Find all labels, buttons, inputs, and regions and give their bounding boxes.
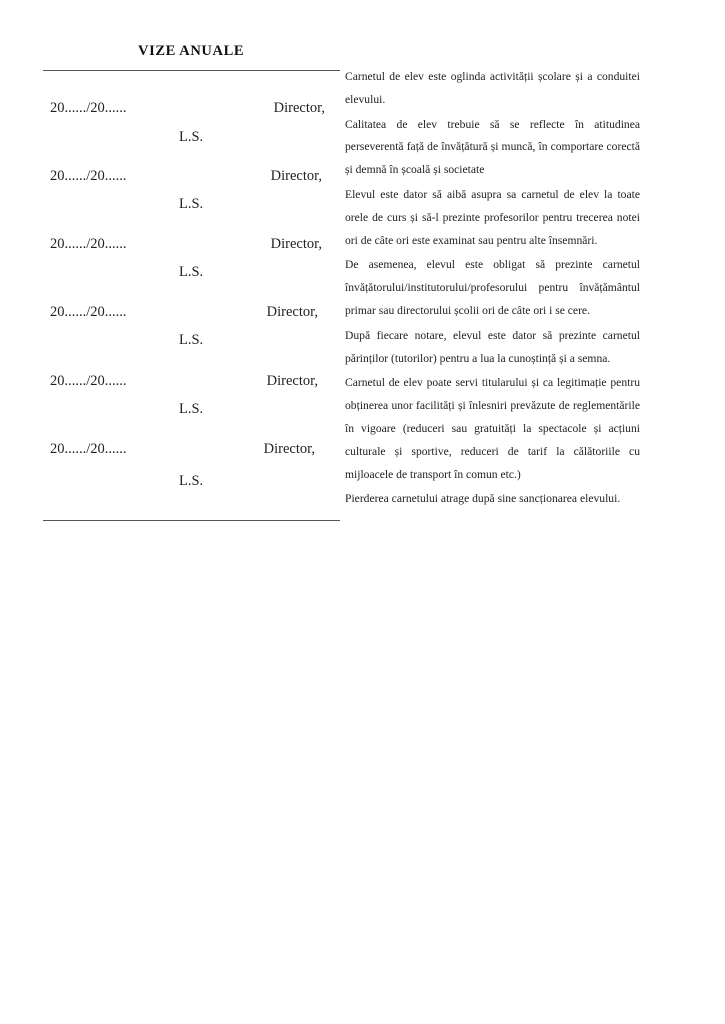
director-2: Director, — [270, 168, 322, 184]
period-3: 20....../20...... — [50, 236, 127, 252]
top-divider — [43, 70, 340, 71]
rules-text — [345, 66, 640, 511]
bottom-divider — [43, 520, 340, 521]
rule-paragraph: Calitatea de elev trebuie să se reflecte în atitudinea perseverentă față de învățătură și muncă, în comportare corectă și demnă în școală și societate — [345, 117, 640, 177]
annual-visas-section — [43, 0, 340, 530]
ls-4: L.S. — [179, 332, 204, 348]
period-6: 20....../20...... — [50, 441, 127, 457]
rule-paragraph: Pierderea carnetului atrage după sine sancționarea elevului. — [345, 492, 621, 506]
period-5: 20....../20...... — [50, 373, 127, 389]
ls-5: L.S. — [179, 401, 204, 417]
period-2: 20....../20...... — [50, 168, 127, 184]
rule-paragraph: Elevul este dator să aibă asupra sa carnetul de elev la toate orele de curs și să-l prezinte profesorilor pentru trecerea notei ori de câte ori este examinat sau pentru alte însemnări. — [345, 187, 640, 247]
director-4: Director, — [266, 304, 318, 320]
ls-2: L.S. — [179, 196, 204, 212]
section-title: VIZE ANUALE — [138, 43, 245, 59]
rule-paragraph: Carnetul de elev este oglinda activității școlare și a conduitei elevului. — [345, 70, 640, 106]
period-4: 20....../20...... — [50, 304, 127, 320]
rule-paragraph: De asemenea, elevul este obligat să prezinte carnetul învățătorului/institutorului/profesorului pentru învățământul primar sau directorului școlii ori de câte ori i se cere. — [345, 258, 640, 317]
director-1: Director, — [273, 100, 325, 116]
ls-3: L.S. — [179, 264, 204, 280]
director-5: Director, — [266, 373, 318, 389]
rule-paragraph: Carnetul de elev poate servi titularului și ca legitimație pentru obținerea unor facilități și înlesniri prevăzute de reglementările în vigoare (reduceri sau gratuități la spectacole și acțiuni culturale și sportive, reduceri de tarif la călătoriile cu mijloacele de transport în comun etc.) — [345, 376, 640, 481]
director-6: Director, — [263, 441, 315, 457]
ls-1: L.S. — [179, 129, 204, 145]
director-3: Director, — [270, 236, 322, 252]
rule-paragraph: După fiecare notare, elevul este dator să prezinte carnetul părinților (tutorilor) pentru a lua la cunoștință și a semna. — [345, 328, 640, 365]
period-1: 20....../20...... — [50, 100, 127, 116]
ls-6: L.S. — [179, 473, 204, 489]
